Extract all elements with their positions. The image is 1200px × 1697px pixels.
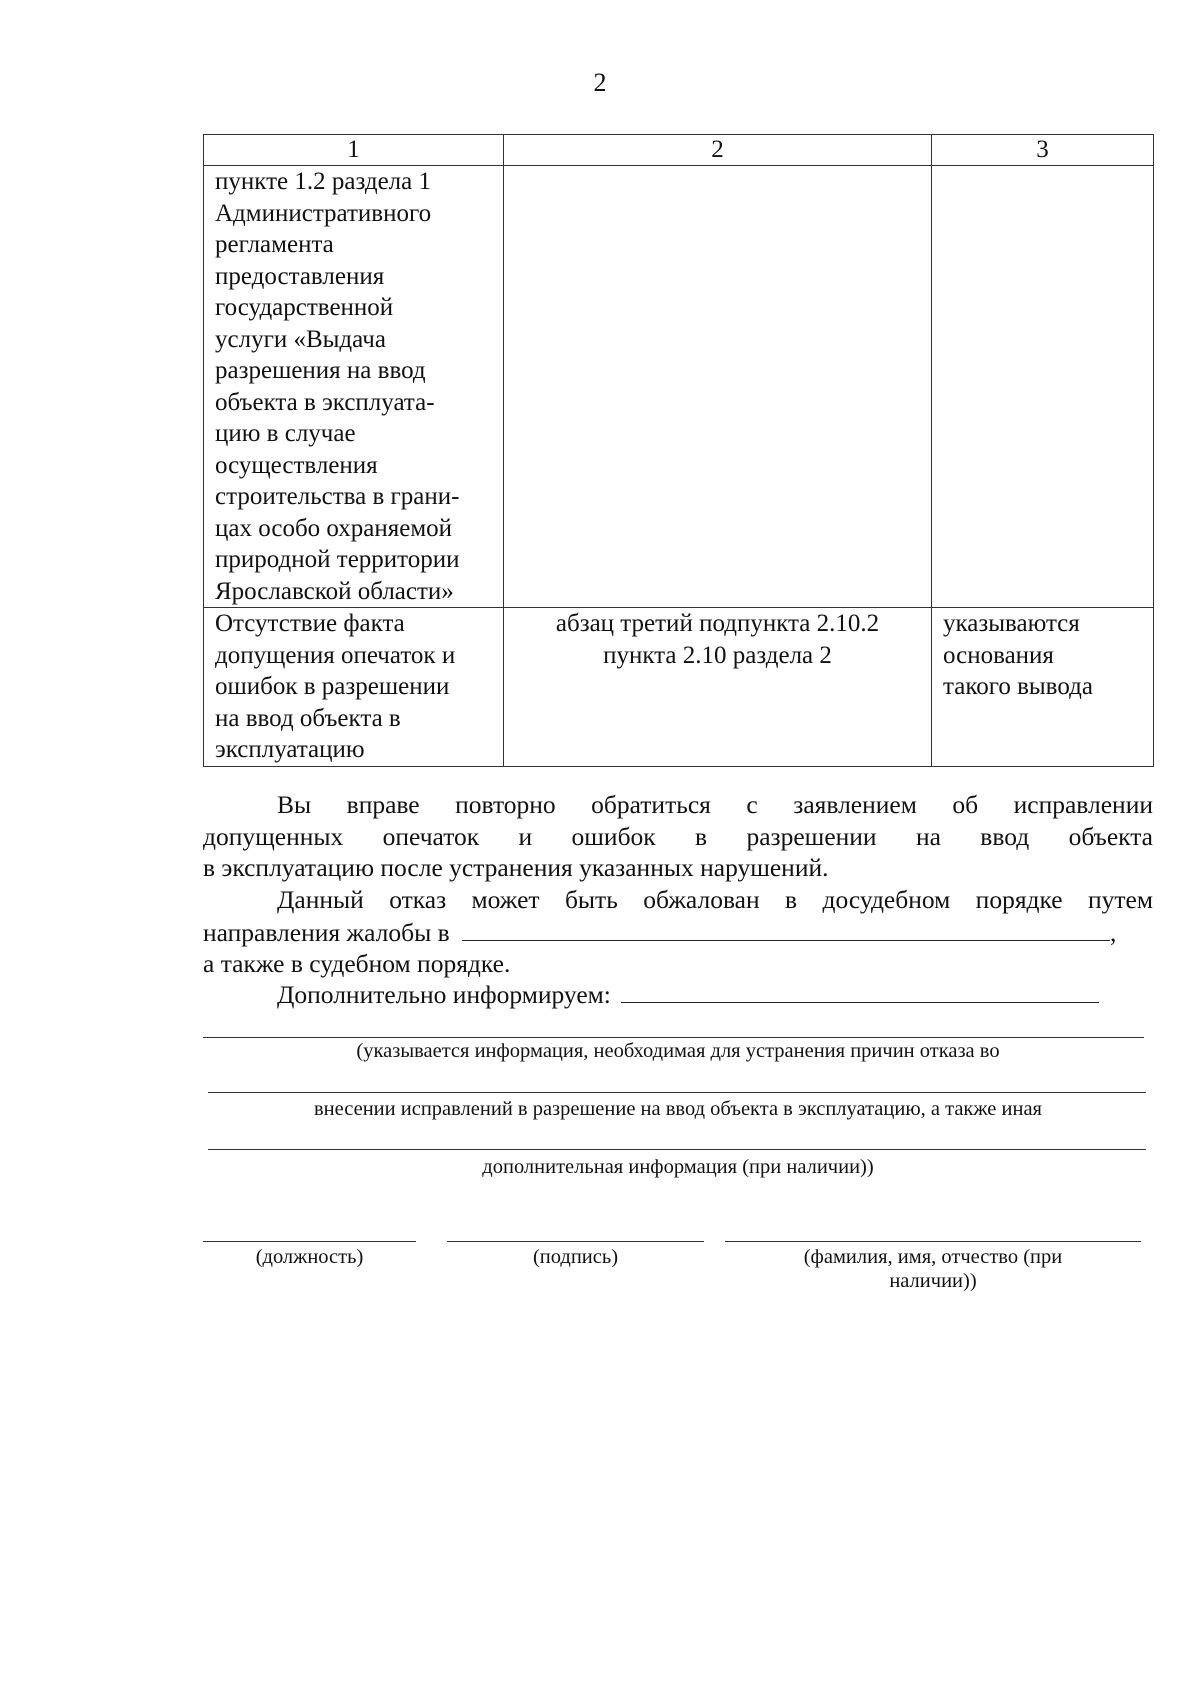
paragraph-line: Вы вправе повторно обратиться с заявлением об исправлении <box>277 790 1153 819</box>
caption-info-3: дополнительная информация (при наличии)) <box>482 1156 874 1178</box>
paragraph-line: в эксплуатацию после устранения указанных нарушений. <box>203 853 829 882</box>
table-cell-reason <box>204 608 504 767</box>
caption-line: наличии)) <box>889 1270 977 1292</box>
cell-line: государственной <box>215 294 394 321</box>
cell-line: услуги «Выдача <box>215 325 386 353</box>
paragraph-reapply <box>203 789 1153 884</box>
table-cell-reference <box>504 608 932 767</box>
paragraph-additional-info <box>203 978 1153 1011</box>
table-header-row <box>204 135 1154 166</box>
caption-line: (фамилия, имя, отчество (при <box>803 1246 1063 1268</box>
caption-info-1: (указывается информация, необходимая для устранения причин отказа во <box>356 1040 1000 1062</box>
paragraph-line: Данный отказ может быть обжалован в досудебном порядке путем <box>277 885 1153 914</box>
cell-line: основания <box>943 641 1054 669</box>
column-header-2: 2 <box>504 135 932 166</box>
caption-position: (должность) <box>255 1246 364 1268</box>
cell-line: строительства в грани- <box>215 483 460 510</box>
column-header-3: 3 <box>932 135 1154 166</box>
cell-line: эксплуатацию <box>215 736 365 763</box>
column-header-1: 1 <box>204 135 504 166</box>
cell-line: ошибок в разрешении <box>215 673 450 700</box>
cell-line: цию в случае <box>215 420 356 447</box>
caption-info-2: внесении исправлений в разрешение на ввод объекта в эксплуатацию, а также иная <box>314 1098 1042 1120</box>
cell-line: пункта 2.10 раздела 2 <box>603 641 832 669</box>
cell-line: такого вывода <box>943 673 1093 700</box>
signature-line <box>447 1241 704 1242</box>
cell-line: Отсутствие факта <box>215 610 405 637</box>
position-line <box>203 1241 416 1242</box>
cell-line: объекта в эксплуата- <box>215 388 435 416</box>
table-row <box>204 166 1154 608</box>
cell-line: предоставления <box>215 262 385 290</box>
paragraph-line <box>203 916 1153 949</box>
cell-line: Ярославской области» <box>215 577 454 605</box>
cell-line: разрешения на ввод <box>215 357 426 384</box>
cell-line: природной территории <box>215 546 460 573</box>
paragraph-line <box>203 978 1153 1011</box>
caption-full-name <box>725 1245 1141 1293</box>
table-cell-explanation <box>932 608 1154 767</box>
cell-line: Административного <box>215 199 432 227</box>
paragraph-text: направления жалобы в <box>203 917 450 947</box>
paragraph-text: , <box>1110 917 1117 947</box>
cell-line: пункте 1.2 раздела 1 <box>215 168 432 195</box>
table-cell-empty <box>504 166 932 608</box>
cell-line: указываются <box>943 610 1080 637</box>
additional-info-line <box>208 1149 1146 1150</box>
additional-info-blank <box>621 978 1099 1003</box>
appeal-authority-blank <box>462 916 1110 941</box>
document-table <box>203 134 1154 767</box>
caption-signature: (подпись) <box>532 1246 619 1268</box>
page-number: 2 <box>593 68 607 97</box>
table-row <box>204 608 1154 767</box>
paragraph-line: допущенных опечаток и ошибок в разрешении на ввод объекта <box>203 821 1153 851</box>
paragraph-line: а также в судебном порядке. <box>203 949 511 978</box>
cell-line: абзац третий подпункта 2.10.2 <box>555 610 880 637</box>
full-name-line <box>725 1241 1141 1242</box>
cell-line: допущения опечаток и <box>215 641 456 669</box>
cell-line: на ввод объекта в <box>215 704 401 732</box>
cell-line: цах особо охраняемой <box>215 514 453 542</box>
cell-line: осуществления <box>215 451 378 479</box>
table-cell-empty <box>932 166 1154 608</box>
table-cell-basis <box>204 166 504 608</box>
paragraph-text: Дополнительно информируем: <box>277 980 611 1009</box>
additional-info-line <box>208 1092 1146 1093</box>
paragraph-appeal <box>203 884 1153 980</box>
additional-info-line <box>203 1037 1144 1038</box>
cell-line: регламента <box>215 231 334 258</box>
